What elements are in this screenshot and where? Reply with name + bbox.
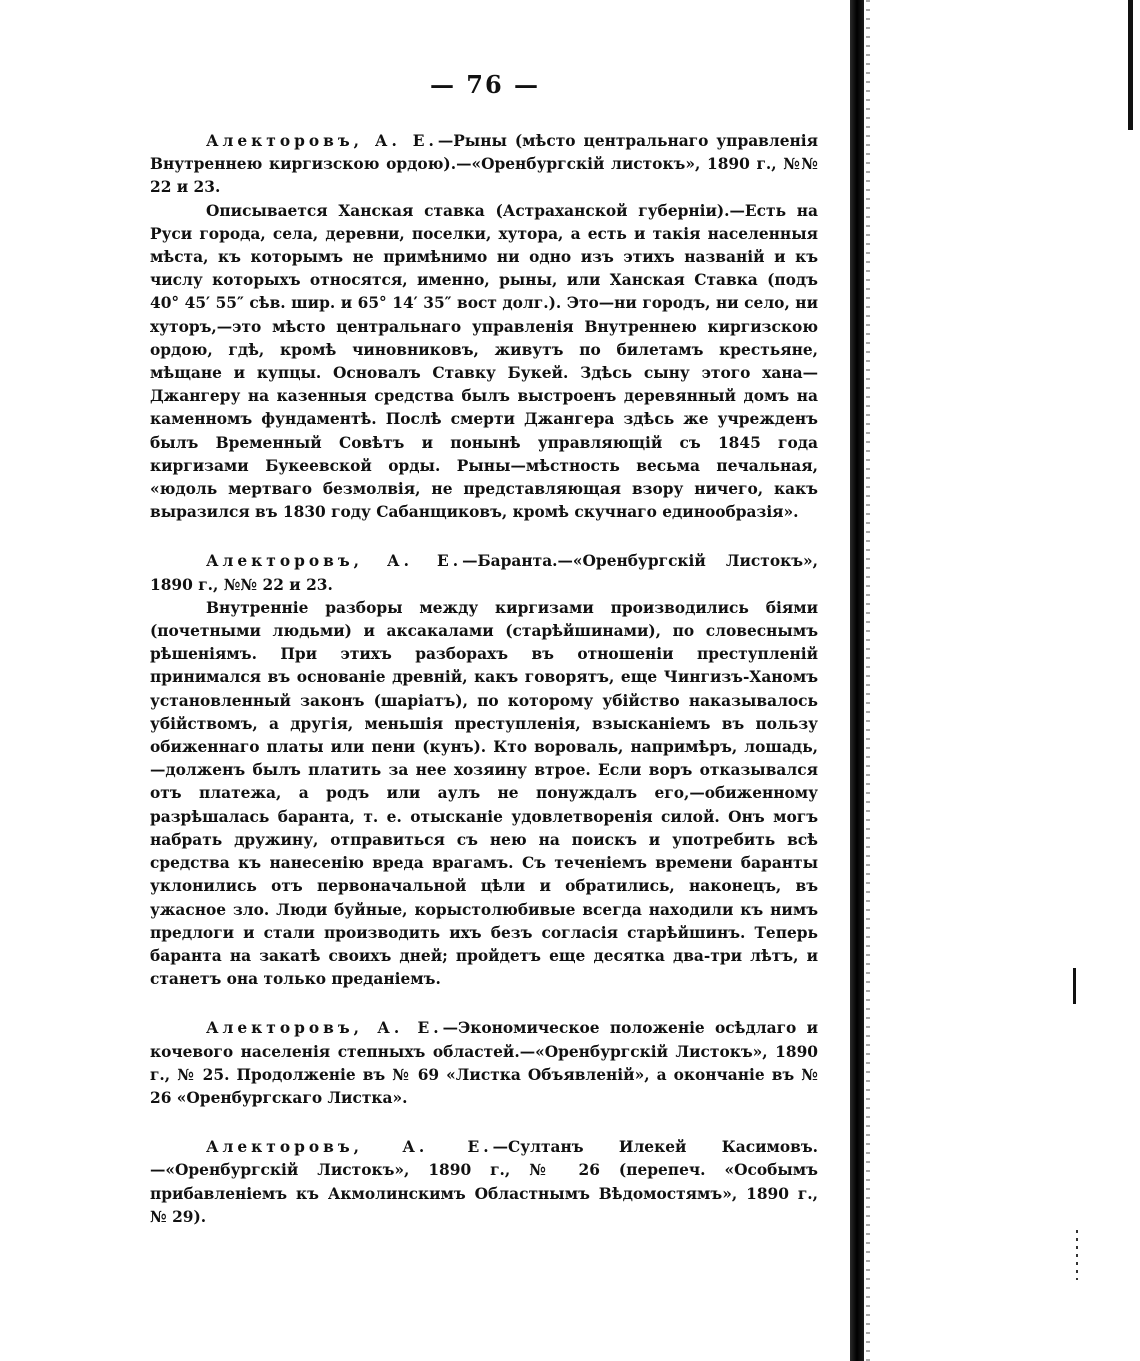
entry-author: Алекторовъ, А. Е. — [206, 132, 438, 150]
scan-edge-mark-lower — [1076, 1230, 1078, 1280]
entry-citation: —Экономическое положеніе осѣдлаго и кочевого населенія степныхъ областей.—«Оренбургскій Листокъ», 1890 г., № 25. Продолженіе въ № 69 «Листка Объявленій», а окончаніе въ № 26 «Оренбургскаго Листка». — [150, 1019, 818, 1107]
page-binding-edge — [850, 0, 864, 1361]
margin-tick-mark — [1073, 968, 1076, 1004]
binding-specks — [866, 0, 870, 1361]
bibliography-entry — [150, 1136, 818, 1229]
entry-citation: —Рыны (мѣсто центральнаго управленія Внутреннею киргизскою ордою).—«Оренбургскій листокъ», 1890 г., №№ 22 и 23. — [150, 132, 818, 197]
scan-edge-mark — [1128, 0, 1133, 130]
page-content — [150, 130, 818, 1255]
entry-heading — [150, 1136, 818, 1229]
entry-heading — [150, 130, 818, 200]
entry-citation: —Султанъ Илекей Касимовъ.—«Оренбургскій Листокъ», 1890 г., № 26 (перепеч. «Особымъ прибавленіемъ къ Акмолинскимъ Областнымъ Вѣдомостямъ», 1890 г., № 29). — [150, 1138, 818, 1226]
entry-heading — [150, 550, 818, 596]
bibliography-entry — [150, 130, 818, 524]
bibliography-entry — [150, 550, 818, 991]
entry-author: Алекторовъ, А. Е. — [206, 552, 463, 571]
page-number: — 76 — — [429, 70, 541, 99]
entry-annotation: Описывается Ханская ставка (Астраханской губерніи).—Есть на Руси города, села, деревни, поселки, хутора, а есть и такія населенныя мѣста, къ которымъ не примѣнимо ни одно изъ этихъ названій и къ числу которыхъ относятся, именно, рыны, или Ханская Ставка (подъ 40° 45′ 55″ сѣв. шир. и 65° 14′ 35″ вост долг.). Это—ни городъ, ни село, ни хуторъ,—это мѣсто центральнаго управленія Внутреннею киргизскою ордою, гдѣ, кромѣ чиновниковъ, живутъ по билетамъ крестьяне, мѣщане и купцы. Основалъ Ставку Букей. Здѣсь сыну этого хана—Джангеру на казенныя средства былъ выстроенъ деревянный домъ на каменномъ фундаментѣ. Послѣ смерти Джангера здѣсь же учрежденъ былъ Временный Совѣтъ и понынѣ управляющій съ 1845 года киргизами Букеевской орды. Рыны—мѣстность весьма печальная, «юдоль мертваго безмолвія, не представляющая взору ничего, какъ выразился въ 1830 году Сабанщиковъ, кромѣ скучнаго единообразія». — [150, 201, 818, 522]
entry-citation: —Баранта.—«Оренбургскій Листокъ», 1890 г., №№ 22 и 23. — [150, 552, 818, 594]
bibliography-entry — [150, 1017, 818, 1110]
entry-author: Алекторовъ, А. Е. — [206, 1138, 493, 1157]
entry-annotation: Внутренніе разборы между киргизами производились біями (почетными людьми) и аксакалами (старѣйшинами), по словеснымъ рѣшеніямъ. При этихъ разборахъ въ отношеніи преступленій принимался въ основаніе древній, какъ говорятъ, еще Чингизъ-Ханомъ установленный законъ (шаріатъ), по которому убійство наказывалось убійствомъ, а другія, меньшія преступленія, взысканіемъ въ пользу обиженнаго платы или пени (кунъ). Кто вороваль, напримѣръ, лошадь,—долженъ былъ платить за нее хозяину втрое. Если воръ отказывался отъ платежа, а родъ или аулъ не понуждалъ его,—обиженному разрѣшалась баранта, т. е. отысканіе удовлетворенія силой. Онъ могъ набрать дружину, отправиться съ нею на поискъ и употребить всѣ средства къ нанесенію вреда врагамъ. Съ теченіемъ времени баранты уклонились отъ первоначальной цѣли и обратились, наконецъ, въ ужасное зло. Люди буйные, корыстолюбивые всегда находили къ нимъ предлоги и стали производить ихъ безъ согласія старѣйшинъ. Теперь баранта на закатѣ своихъ дней; пройдетъ еще десятка два-три лѣтъ, и станетъ она только преданіемъ. — [150, 598, 818, 989]
entry-author: Алекторовъ, А. Е. — [206, 1019, 443, 1038]
entry-heading — [150, 1017, 818, 1110]
